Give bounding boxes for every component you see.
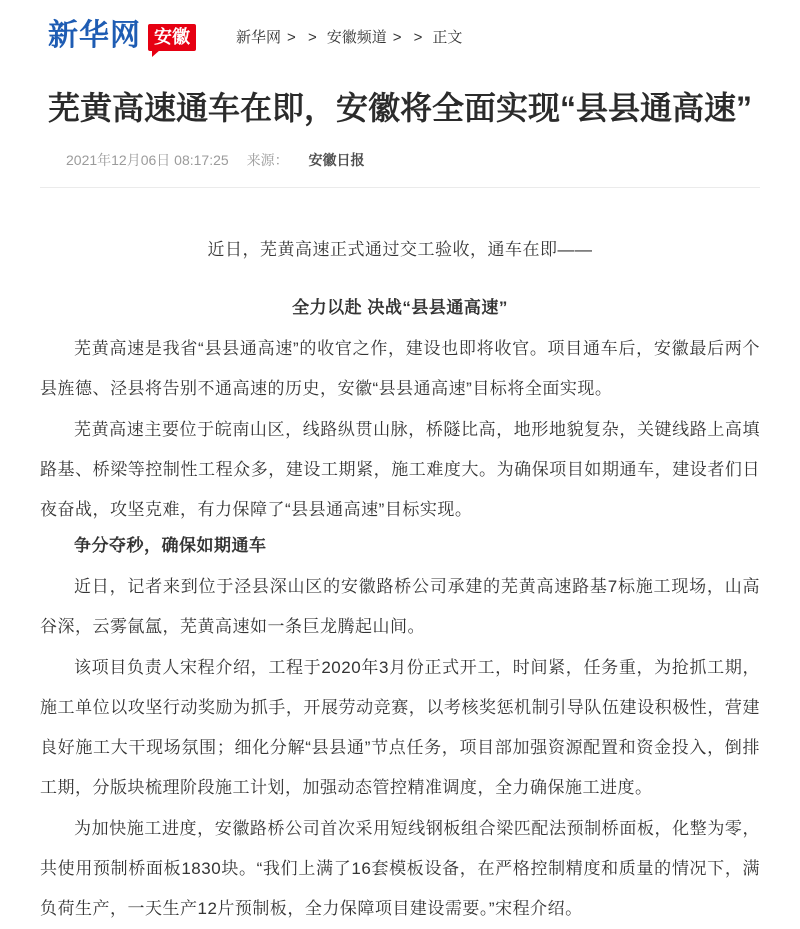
breadcrumb-item-1[interactable]: 新华网 xyxy=(236,28,282,46)
article-title: 芜黄高速通车在即，安徽将全面实现“县县通高速” xyxy=(48,90,753,126)
article-paragraph: 该项目负责人宋程介绍，工程于2020年3月份正式开工，时间紧，任务重，为抢抓工期，施工单位以攻坚行动奖励为抓手，开展劳动竞赛，以考核奖惩机制引导队伍建设积极性，营建良好施工大干现场氛围；细化分解“县县通”节点任务，项目部加强资源配置和资金投入，倒排工期，分版块梳理阶段施工计划，加强动态管控精准调度，全力确保施工进度。 xyxy=(40,658,760,797)
site-header xyxy=(40,0,760,62)
logo-region-badge: 安徽 xyxy=(148,24,196,51)
article-paragraph: 近日，记者来到位于泾县深山区的安徽路桥公司承建的芜黄高速路基7标施工现场，山高谷深，云雾氤氲，芜黄高速如一条巨龙腾起山间。 xyxy=(40,577,760,636)
breadcrumb xyxy=(236,26,462,47)
article-body xyxy=(40,230,760,929)
article-meta xyxy=(40,150,760,188)
publish-date: 2021年12月06日 08:17:25 xyxy=(66,152,229,168)
article-paragraph: 近日，芜黄高速正式通过交工验收，通车在即—— xyxy=(207,240,593,259)
breadcrumb-separator: > > xyxy=(287,28,321,46)
article-paragraph: 全力以赴 决战“县县通高速” xyxy=(292,298,508,317)
xinhuanet-logo[interactable] xyxy=(48,18,196,54)
section-heading: 争分夺秒，确保如期通车 xyxy=(74,536,267,555)
article-paragraph: 芜黄高速是我省“县县通高速”的收官之作，建设也即将收官。项目通车后，安徽最后两个县旌德、泾县将告别不通高速的历史，安徽“县县通高速”目标将全面实现。 xyxy=(40,339,760,398)
article-paragraph: 为加快施工进度，安徽路桥公司首次采用短线钢板组合梁匹配法预制桥面板，化整为零，共使用预制桥面板1830块。“我们上满了16套模板设备，在严格控制精度和质量的情况下，满负荷生产，一天生产12片预制板，全力保障项目建设需要。”宋程介绍。 xyxy=(40,819,760,918)
logo-text: 新华网 xyxy=(48,19,141,52)
breadcrumb-item-2[interactable]: 安徽频道 xyxy=(326,28,387,46)
source-label: 来源： xyxy=(246,152,289,168)
article-paragraph: 芜黄高速主要位于皖南山区，线路纵贯山脉，桥隧比高，地形地貌复杂，关键线路上高填路基、桥梁等控制性工程众多，建设工期紧，施工难度大。为确保项目如期通车，建设者们日夜奋战，攻坚克难，有力保障了“县县通高速”目标实现。 xyxy=(40,420,760,519)
breadcrumb-item-3: 正文 xyxy=(432,28,463,46)
breadcrumb-separator: > > xyxy=(392,28,427,46)
source-name[interactable]: 安徽日报 xyxy=(308,152,365,168)
